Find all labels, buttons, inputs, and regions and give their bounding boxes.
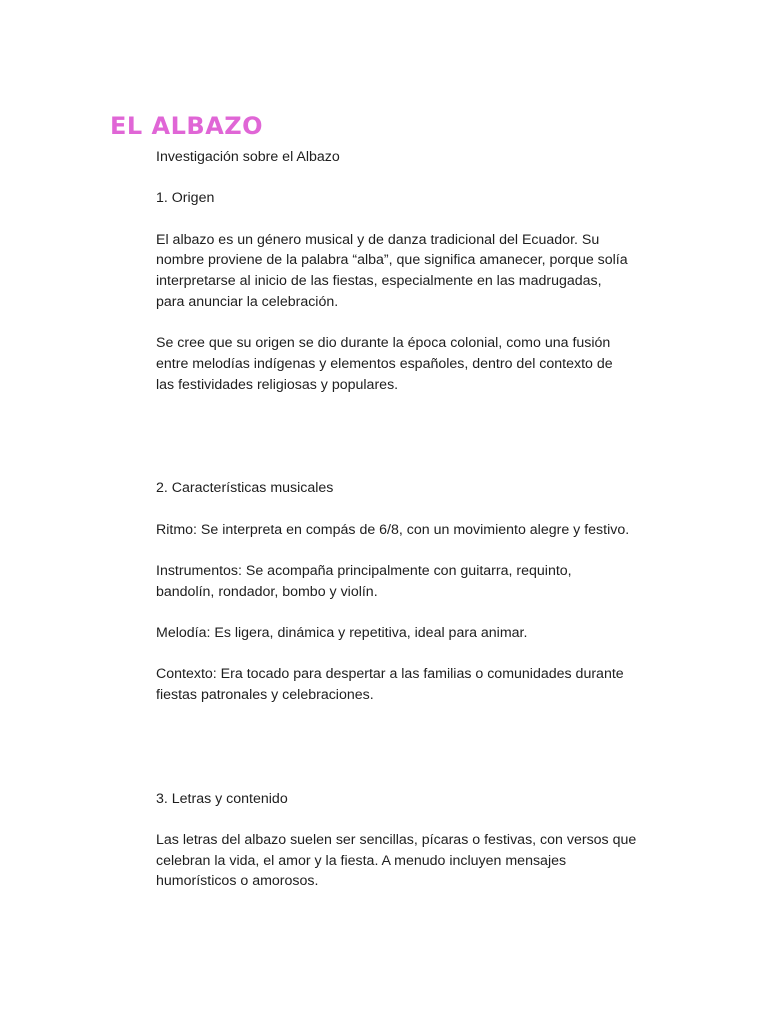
section-heading-letras: 3. Letras y contenido — [156, 790, 288, 807]
paragraph-line: bandolín, rondador, bombo y violín. — [156, 583, 378, 600]
document-body — [156, 147, 676, 892]
paragraph-line: Melodía: Es ligera, dinámica y repetitiva, ideal para animar. — [156, 625, 528, 642]
paragraph-line: celebran la vida, el amor y la fiesta. A menudo incluyen mensajes — [156, 852, 567, 869]
paragraph-line: nombre proviene de la palabra “alba”, que significa amanecer, porque solía — [156, 252, 628, 269]
paragraph-line: interpretarse al inicio de las fiestas, especialmente en las madrugadas, — [156, 273, 602, 290]
paragraph-line: humorísticos o amorosos. — [156, 873, 319, 890]
paragraph-line: Ritmo: Se interpreta en compás de 6/8, con un movimiento alegre y festivo. — [156, 521, 630, 538]
paragraph-line: Instrumentos: Se acompaña principalmente con guitarra, requinto, — [156, 562, 572, 579]
section-heading-origen: 1. Origen — [156, 190, 215, 207]
paragraph-line: las festividades religiosas y populares. — [156, 376, 399, 393]
paragraph-line: Las letras del albazo suelen ser sencillas, pícaras o festivas, con versos que — [156, 832, 637, 849]
document-subtitle: Investigación sobre el Albazo — [156, 149, 340, 165]
paragraph-line: entre melodías indígenas y elementos españoles, dentro del contexto de — [156, 355, 613, 372]
paragraph-line: El albazo es un género musical y de danza tradicional del Ecuador. Su — [156, 231, 600, 248]
paragraph-line: para anunciar la celebración. — [156, 293, 339, 310]
section-heading-caracteristicas: 2. Características musicales — [156, 480, 334, 497]
paragraph-line: Contexto: Era tocado para despertar a las familias o comunidades durante — [156, 666, 624, 683]
paragraph-line: Se cree que su origen se dio durante la época colonial, como una fusión — [156, 335, 611, 352]
paragraph-line: fiestas patronales y celebraciones. — [156, 687, 374, 704]
document-title: EL ALBAZO — [110, 112, 264, 140]
